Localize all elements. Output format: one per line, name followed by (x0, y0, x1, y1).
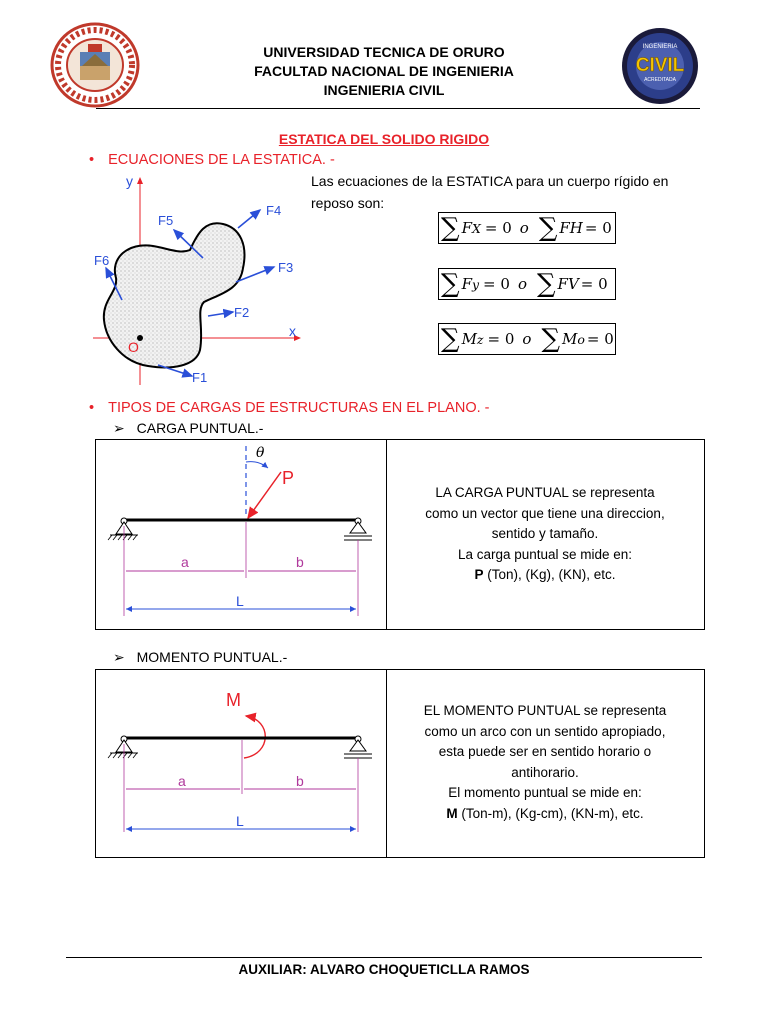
equation-sum-mz: ∑ M z = 0 o ∑ M o = 0 (438, 323, 616, 355)
force-f5-label: F5 (158, 213, 174, 228)
moment-m-label: M (226, 690, 241, 710)
desc-line: EL MOMENTO PUNTUAL se representa (423, 703, 667, 718)
header-university: UNIVERSIDAD TECNICA DE ORURO (263, 44, 505, 60)
force-f2-label: F2 (234, 305, 250, 320)
force-f2-arrow (208, 312, 233, 316)
axis-y-label: y (126, 173, 133, 189)
desc-units-line: M (Ton-m), (Kg-cm), (KN-m), etc. (446, 805, 644, 821)
arrow-bullet-icon: ➢ (113, 649, 125, 665)
desc-line: El momento puntual se mide en: (448, 785, 642, 800)
point-load-arrow (248, 472, 281, 518)
bullet-dot: • (89, 400, 95, 416)
footer-author: AUXILIAR: ALVARO CHOQUETICLLA RAMOS (238, 962, 530, 977)
load-p-label: P (282, 468, 295, 488)
dim-l-label: L (236, 593, 244, 609)
rigid-body-shape (104, 223, 245, 367)
origin-label: O (128, 339, 139, 355)
rigid-body-diagram (88, 170, 310, 392)
force-f1-label: F1 (192, 370, 208, 385)
logo-text-top: INGENIERIA (642, 44, 678, 50)
page-title: ESTATICA DEL SOLIDO RIGIDO (278, 131, 490, 147)
section-bullet-tipos-cargas (89, 400, 489, 416)
desc-units-line: P (Ton), (Kg), (KN), etc. (474, 567, 616, 582)
carga-puntual-panel (95, 439, 705, 630)
momento-puntual-heading (113, 649, 287, 666)
theta-arc (246, 462, 268, 468)
desc-line: antihorario. (511, 764, 579, 780)
footer-divider (66, 957, 702, 958)
theta-label: θ (256, 445, 265, 461)
arrow-bullet-icon: ➢ (113, 420, 125, 436)
momento-puntual-diagram (96, 670, 386, 857)
carga-puntual-diagram (96, 440, 386, 629)
force-f3-label: F3 (278, 260, 294, 275)
carga-puntual-description (387, 483, 703, 586)
desc-line: sentido y tamaño. (491, 526, 599, 541)
logo-text-bottom: ACREDITADA (644, 77, 676, 83)
bullet-text: TIPOS DE CARGAS DE ESTRUCTURAS EN EL PLANO. - (108, 400, 490, 416)
section-bullet-ecuaciones (89, 152, 335, 168)
bullet-text: ECUACIONES DE LA ESTATICA. - (108, 152, 335, 168)
carga-puntual-heading (113, 420, 263, 437)
axis-x-label: x (289, 323, 296, 339)
force-f4-arrow (238, 210, 260, 228)
desc-line: LA CARGA PUNTUAL se representa (435, 485, 655, 500)
header-career: INGENIERIA CIVIL (323, 82, 445, 98)
dim-b-label: b (296, 773, 304, 789)
dim-a-label: a (181, 554, 189, 570)
header-divider (96, 108, 700, 109)
bullet-dot: • (89, 152, 95, 168)
equation-sum-fy: ∑ F y = 0 o ∑ FV = 0 (438, 268, 616, 300)
force-f4-label: F4 (266, 203, 282, 218)
desc-line: La carga puntual se mide en: (457, 546, 633, 562)
momento-puntual-panel (95, 669, 705, 858)
dim-l-label: L (236, 813, 244, 829)
heading-text: CARGA PUNTUAL.- (136, 420, 264, 436)
desc-line: como un vector que tiene una direccion, (425, 505, 665, 521)
logo-text-main: CIVIL (635, 55, 685, 76)
momento-puntual-description (387, 701, 703, 824)
dim-a-label: a (178, 773, 186, 789)
desc-line: como un arco con un sentido apropiado, (424, 723, 666, 739)
header-faculty: FACULTAD NACIONAL DE INGENIERIA (254, 63, 514, 79)
dim-b-label: b (296, 554, 304, 570)
force-f6-label: F6 (94, 253, 110, 268)
heading-text: MOMENTO PUNTUAL.- (136, 649, 288, 665)
equation-sum-fx: ∑ F X = 0 o ∑ FH = 0 (438, 212, 616, 244)
desc-line: esta puede ser en sentido horario o (438, 744, 652, 759)
equations-intro-text: Las ecuaciones de la ESTATICA para un cuerpo rígido en reposo son: (311, 173, 669, 211)
